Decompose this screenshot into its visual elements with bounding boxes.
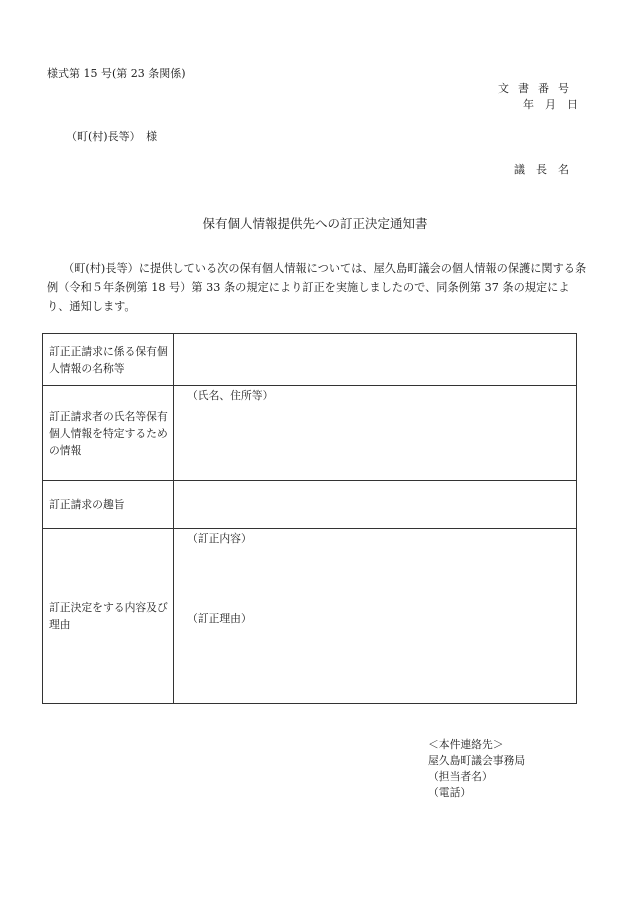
row-value-requester bbox=[174, 386, 577, 481]
table-row bbox=[43, 529, 577, 704]
row-label-info-name: 訂正正請求に係る保有個人情報の名称等 bbox=[43, 334, 174, 386]
contact-person: （担当者名） bbox=[428, 770, 493, 783]
correction-reason-note: （訂正理由） bbox=[187, 612, 252, 625]
chairperson-name: 議 長 名 bbox=[514, 163, 569, 176]
contact-heading: ＜本件連絡先＞ bbox=[428, 738, 504, 751]
requester-note: （氏名、住所等） bbox=[187, 389, 274, 402]
correction-table bbox=[42, 333, 577, 704]
document-title: 保有個人情報提供先への訂正決定通知書 bbox=[202, 216, 428, 231]
table-row bbox=[43, 334, 577, 386]
notice-body: （町(村)長等）に提供している次の保有個人情報については、屋久島町議会の個人情報の保護に関する条例（令和５年条例第 18 号）第 33 条の規定により訂正を実施しましたので、同条例第 37 条の規定により、通知します。 bbox=[47, 262, 587, 313]
table-row bbox=[43, 481, 577, 529]
row-value-purpose bbox=[174, 481, 577, 529]
date-label: 年 月 日 bbox=[523, 98, 578, 111]
addressee: （町(村)長等） 様 bbox=[66, 130, 158, 143]
contact-office: 屋久島町議会事務局 bbox=[428, 754, 526, 767]
row-label-requester: 訂正請求者の氏名等保有個人情報を特定するための情報 bbox=[43, 386, 174, 481]
row-label-purpose: 訂正請求の趣旨 bbox=[43, 481, 174, 529]
document-number-label: 文書番号 bbox=[498, 82, 578, 95]
correction-content-note: （訂正内容） bbox=[187, 532, 252, 545]
table-row bbox=[43, 386, 577, 481]
row-value-info-name bbox=[174, 334, 577, 386]
form-number: 様式第 15 号(第 23 条関係) bbox=[47, 67, 186, 80]
contact-block bbox=[428, 737, 525, 801]
row-label-decision: 訂正決定をする内容及び理由 bbox=[43, 529, 174, 704]
row-value-decision bbox=[174, 529, 577, 704]
contact-phone: （電話） bbox=[428, 786, 472, 799]
